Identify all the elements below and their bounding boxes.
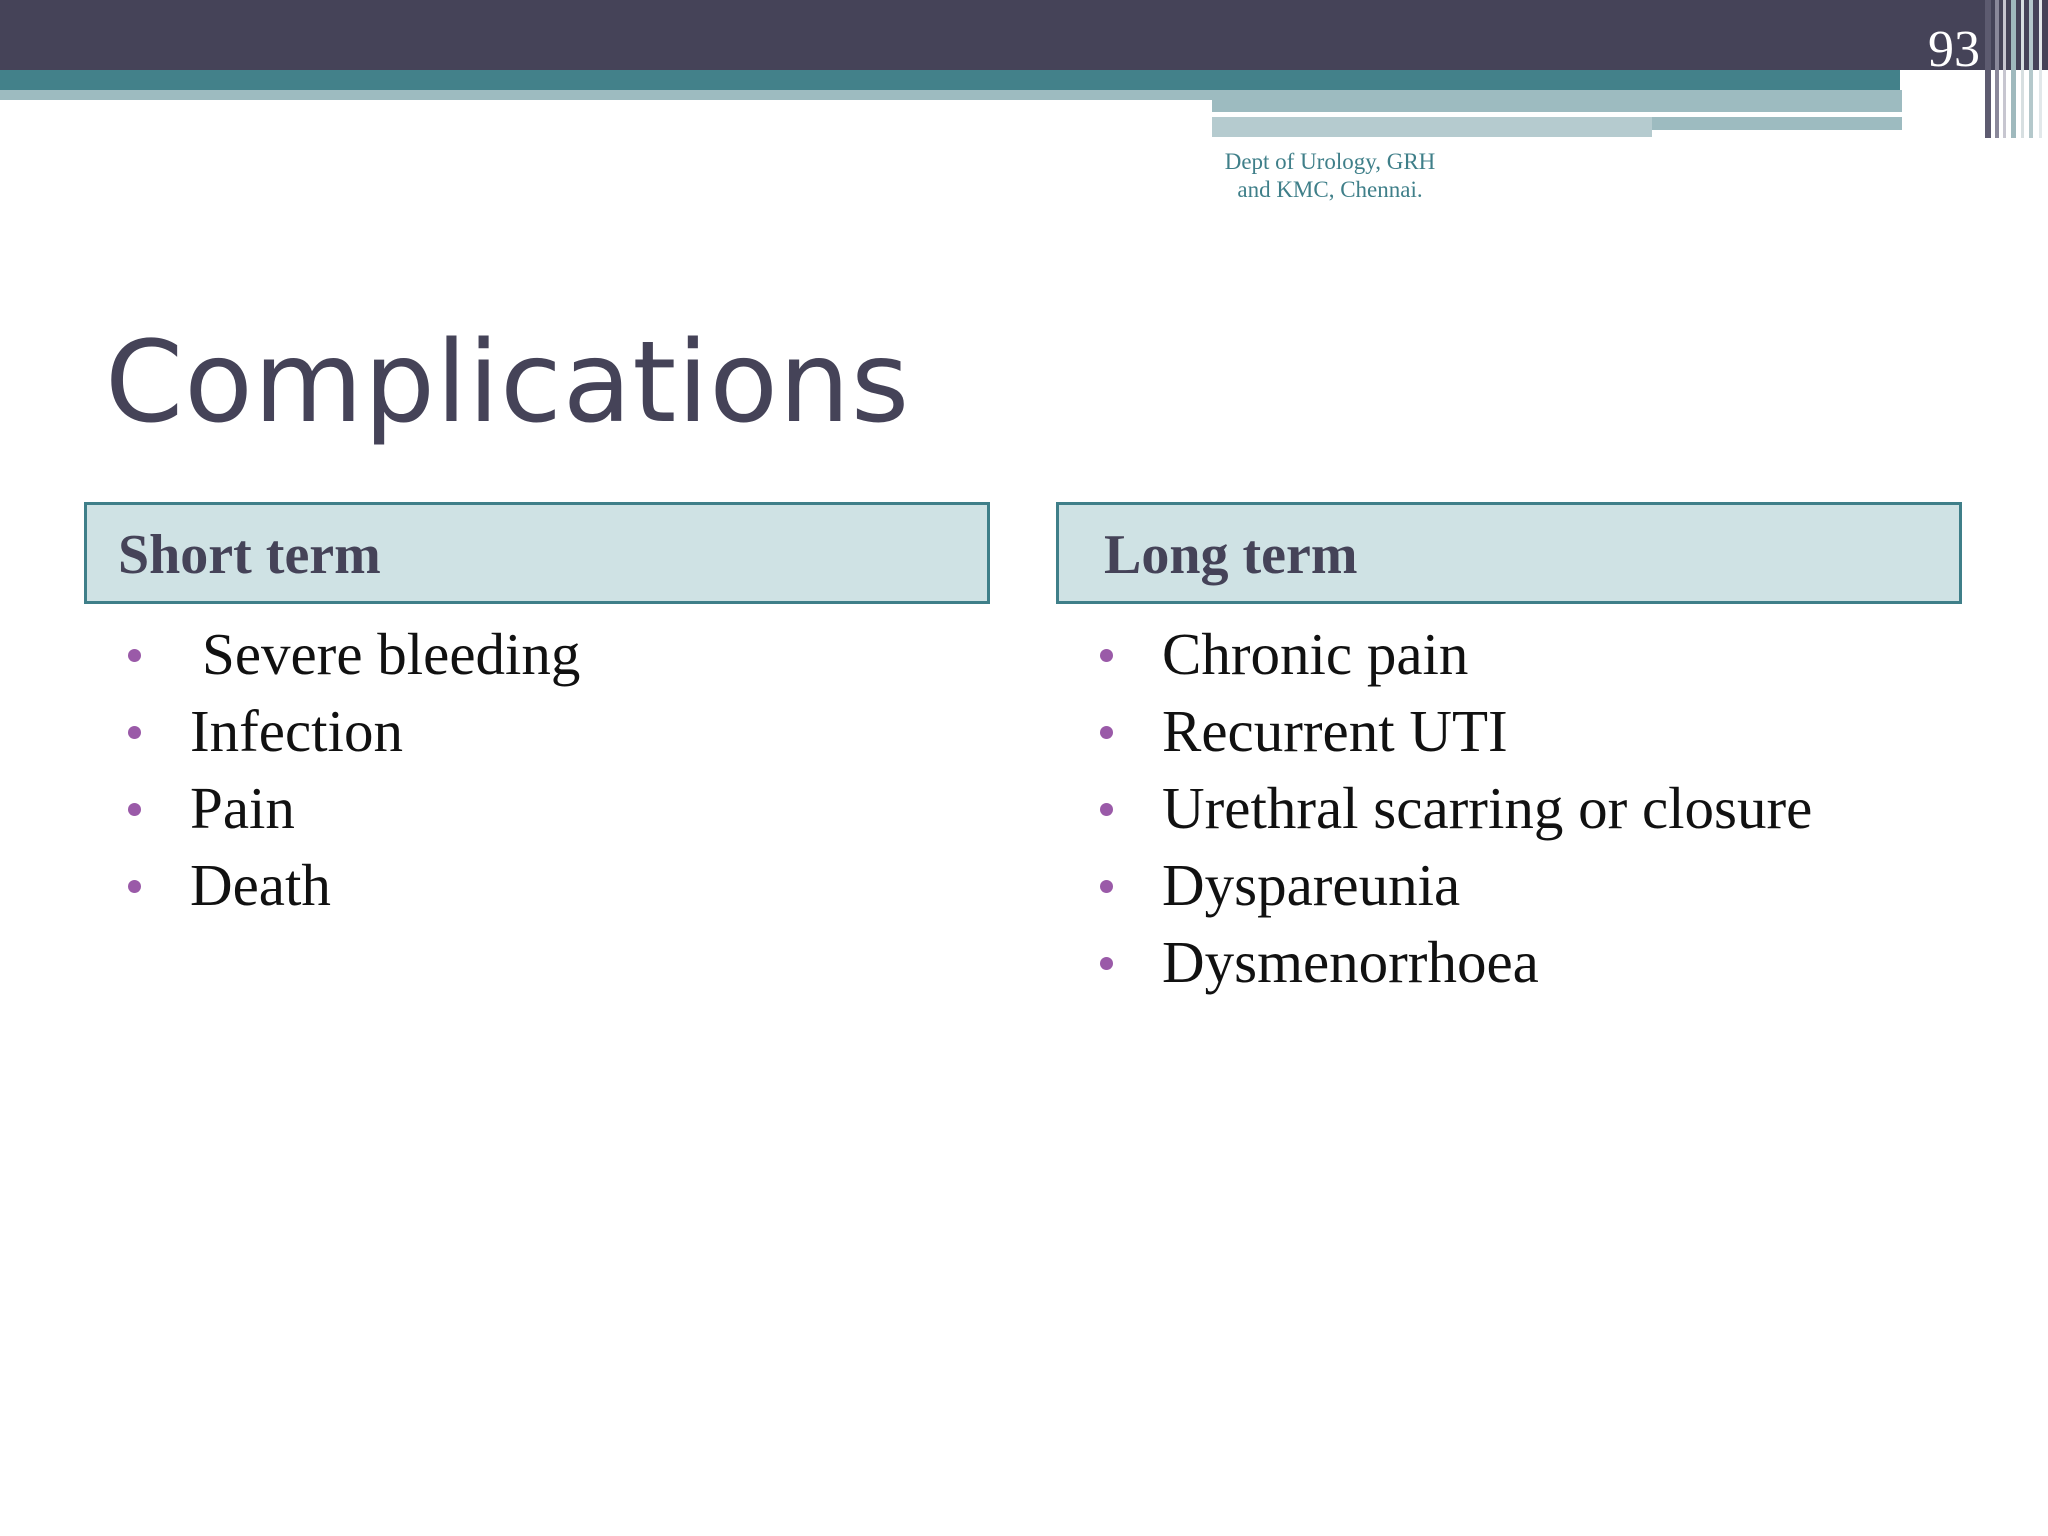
list-item-text: Dysmenorrhoea — [1162, 929, 1539, 995]
decorative-edge-bars — [1985, 0, 2048, 138]
list-item-text: Chronic pain — [1162, 621, 1469, 687]
bullet-icon — [1100, 649, 1113, 662]
list-item-text: Urethral scarring or closure — [1162, 775, 1813, 841]
list-item-text: Infection — [190, 698, 403, 764]
bullet-icon — [128, 726, 141, 739]
short-term-heading: Short term — [84, 502, 990, 604]
bullet-icon — [128, 880, 141, 893]
department-label — [1200, 148, 1460, 204]
bullet-icon — [1100, 803, 1113, 816]
header-step-band-pale — [1212, 117, 1652, 137]
page-number: 93 — [1928, 21, 1980, 78]
header-white-notch — [1652, 130, 1904, 138]
bullet-icon — [1100, 957, 1113, 970]
bullet-icon — [1100, 726, 1113, 739]
list-item-text: Recurrent UTI — [1162, 698, 1508, 764]
bullet-icon — [128, 803, 141, 816]
header-bar-light — [0, 90, 1212, 100]
long-term-heading: Long term — [1056, 502, 1962, 604]
department-line-1: Dept of Urology, GRH — [1224, 149, 1436, 174]
slide-title: Complications — [105, 318, 911, 448]
department-line-2: and KMC, Chennai. — [1237, 177, 1423, 202]
header-bar-teal — [0, 70, 1900, 90]
header-bar-dark — [0, 0, 2048, 70]
bullet-icon — [1100, 880, 1113, 893]
list-item-text: Pain — [190, 775, 295, 841]
header-step-band — [1212, 90, 1902, 112]
list-item-text: Dyspareunia — [1162, 852, 1461, 918]
list-item-text: Death — [190, 852, 331, 918]
bullet-icon — [128, 649, 141, 662]
list-item-text: Severe bleeding — [202, 621, 581, 687]
